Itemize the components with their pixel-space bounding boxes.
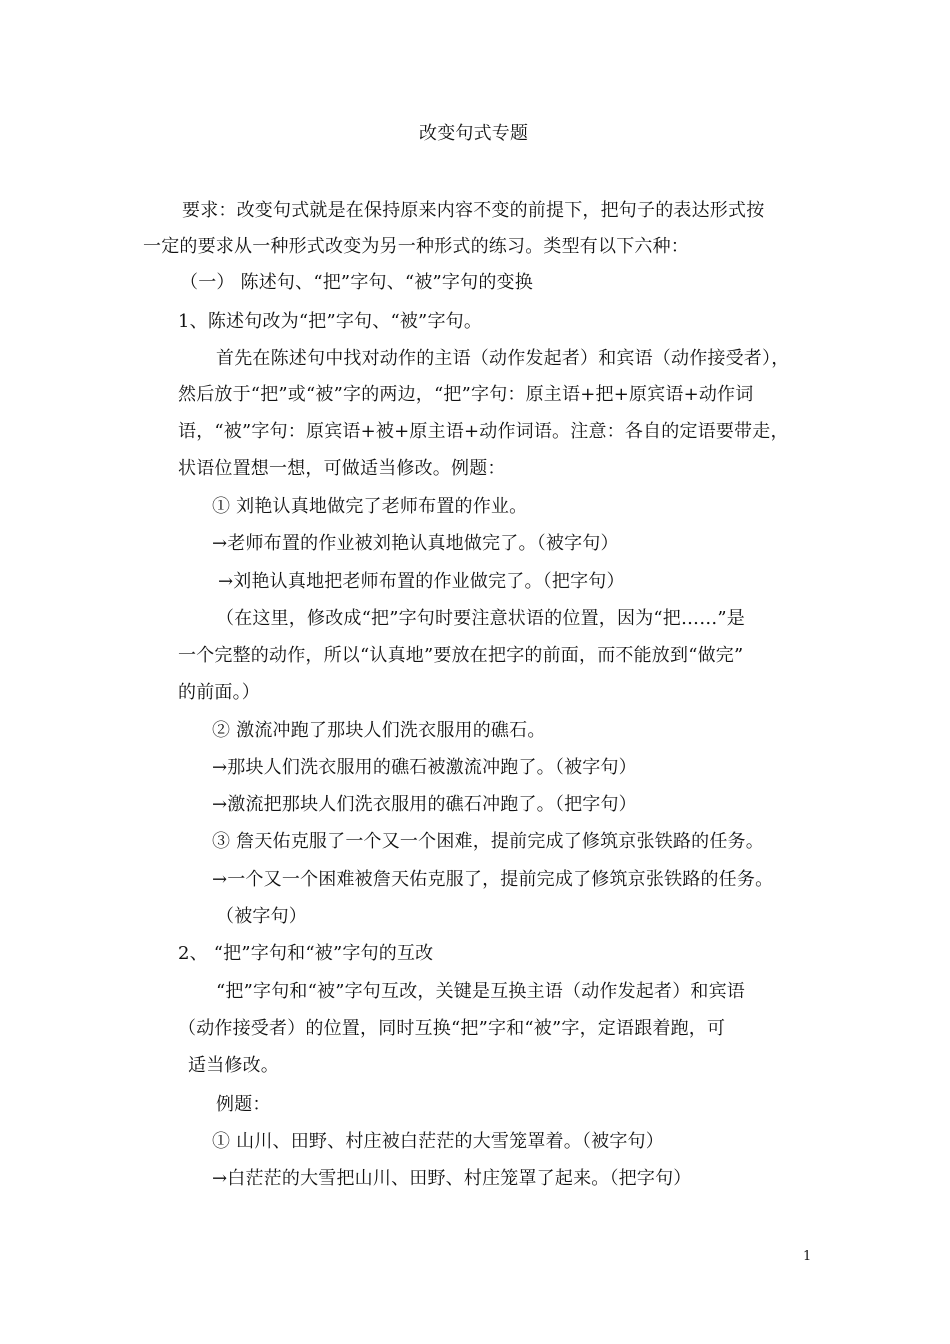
text-line: 适当修改。 bbox=[188, 1055, 279, 1076]
example-answer: →老师布置的作业被刘艳认真地做完了。（被字句） bbox=[212, 533, 619, 554]
example-item: ① 山川、田野、村庄被白茫茫的大雪笼罩着。（被字句） bbox=[212, 1131, 664, 1152]
text-line: 首先在陈述句中找对动作的主语（动作发起者）和宾语（动作接受者）， bbox=[216, 348, 790, 369]
example-answer: →激流把那块人们洗衣服用的礁石冲跑了。（把字句） bbox=[212, 794, 637, 815]
text-line: （在这里，修改成“把”字句时要注意状语的位置，因为“把……”是 bbox=[216, 608, 746, 629]
text-line: 一个完整的动作，所以“认真地”要放在把字的前面，而不能放到“做完” bbox=[178, 645, 744, 666]
text-line: 例题： bbox=[216, 1094, 271, 1115]
page-title: 改变句式专题 bbox=[419, 123, 529, 144]
example-item: ③ 詹天佑克服了一个又一个困难，提前完成了修筑京张铁路的任务。 bbox=[212, 831, 764, 852]
example-answer: →那块人们洗衣服用的礁石被激流冲跑了。（被字句） bbox=[212, 757, 637, 778]
example-answer: →刘艳认真地把老师布置的作业做完了。（把字句） bbox=[218, 571, 625, 592]
text-line: 的前面。） bbox=[178, 682, 260, 703]
text-line: 状语位置想一想，可做适当修改。例题： bbox=[178, 458, 506, 479]
subsection-heading: 1、陈述句改为“把”字句、“被”字句。 bbox=[178, 311, 483, 332]
subsection-heading: 2、 “把”字句和“被”字句的互改 bbox=[178, 943, 434, 964]
text-line: 一定的要求从一种形式改变为另一种形式的练习。类型有以下六种： bbox=[143, 236, 689, 257]
text-line: （被字句） bbox=[216, 906, 307, 927]
text-line: 要求：改变句式就是在保持原来内容不变的前提下，把句子的表达形式按 bbox=[182, 200, 765, 221]
text-line: （动作接受者）的位置，同时互换“把”字和“被”字，定语跟着跑，可 bbox=[178, 1018, 726, 1039]
page-number: 1 bbox=[803, 1249, 812, 1264]
example-item: ② 激流冲跑了那块人们洗衣服用的礁石。 bbox=[212, 720, 546, 741]
text-line: “把”字句和“被”字句互改，关键是互换主语（动作发起者）和宾语 bbox=[216, 981, 746, 1002]
text-line: 然后放于“把”或“被”字的两边，“把”字句：原主语+把+原宾语+动作词 bbox=[178, 384, 754, 405]
section-heading: （一） 陈述句、“把”字句、“被”字句的变换 bbox=[180, 272, 533, 293]
example-answer: →一个又一个困难被詹天佑克服了，提前完成了修筑京张铁路的任务。 bbox=[212, 869, 774, 890]
text-line: 语，“被”字句：原宾语+被+原主语+动作词语。注意：各自的定语要带走， bbox=[178, 421, 789, 442]
example-item: ① 刘艳认真地做完了老师布置的作业。 bbox=[212, 496, 528, 517]
example-answer: →白茫茫的大雪把山川、田野、村庄笼罩了起来。（把字句） bbox=[212, 1168, 692, 1189]
